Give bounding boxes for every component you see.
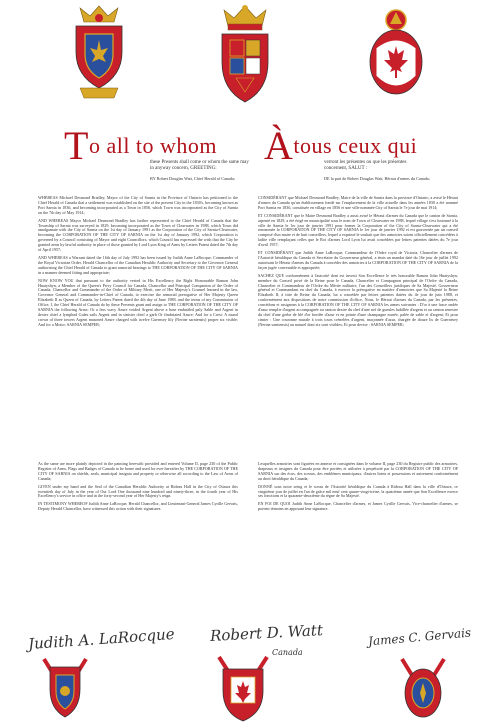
- english-paragraph: IN TESTIMONY WHEREOF Judith Anne LaRocque, Herald Chancellor, and Lieutenant-General James Cyrille Gervais, Deputy Herald Chancellor, have witnessed this action with their signatures.: [38, 501, 238, 512]
- intro-english-line: in anyway concern, GREETING:: [150, 166, 217, 171]
- heading-french-dropcap: À: [264, 123, 294, 168]
- royal-crown-arms-icon: [214, 2, 276, 106]
- french-paragraph: EN FOI DE QUOI Judith Anne LaRocque, Chancelier d'armes, et James Cyrille Gervais, Vice-chancelier d'armes, se portent témoins en apposant leur signature.: [258, 501, 458, 512]
- signature-left: Judith A. LaRocque: [27, 624, 176, 654]
- signature-center: Robert D. Watt: [209, 621, 324, 645]
- english-column: [38, 196, 238, 331]
- ribbon-seal-left-icon: [40, 655, 90, 721]
- french-paragraph: ET CONSIDÉRANT que Judith Anne LaRocque, Commandeur de l'Ordre royal de Victoria, Chancelier d'armes de l'Autorité héraldique du Canada et Secrétaire du Gouverneur général, a émis un mandat daté du 16e jour de juillet 1992 autorisant le Héraut d'armes du Canada à concéder des armoiries à la CORPORATION OF THE CITY OF SARNIA de la façon jugée convenable et appropriée;: [258, 250, 458, 270]
- french-paragraph: Lesquelles armoiries sont figurées en annexe et consignées dans le volume II, page 230 du Registre public des armoiries, drapeaux et insignes du Canada pour être portées et utilisées à perpétuité par la CORPORATION OF THE CITY OF SARNIA sur des écus, des sceaux, des emblèmes municipaux, d'autres biens et possessions et autrement conformément au droit héraldique du Canada;: [258, 461, 458, 481]
- french-paragraph: SACHEZ QUE conformément à l'autorité dont est investi Son Excellence le très honorable Ramon John Hnatyshyn, membre du Conseil privé de la Reine pour le Canada, Chancelier et Compagnon principal de l'Ordre du Canada, Chancelier et Commandeur de l'Ordre du Mérite militaire, l'un des Conseillers juridiques de Sa Majesté, Gouverneur général et Commandant en chef du Canada, à exercer la prérogative en matière d'armoiries que Sa Majesté la Reine Elizabeth II, à titre de Reine du Canada, lui a concédée par lettres patentes datées du 4e jour de juin 1988, et conformément aux dispositions de notre commission d'office, Nous, le Héraut d'armes du Canada, par les présentes, concédons et assignons à la CORPORATION OF THE CITY OF SARNIA les armes suivantes : D'or à une fasce ondée d'azur remplie d'argent accompagnée au canton dextre du chef d'une nef de gueules habillée d'argent et au canton senestre du chef d'une gerbe de blé d'or bordée d'azur et en pointe d'une champagne murée, palée de sable et d'argent; Et pour cimier : Une couronne murale à trois tours crénelées d'argent, maçonnée d'azur, chargée de douze lis de Guernesey (Nerine sarniensis) au naturel dont six sont visibles; Et pour devise : SARNIA SEMPER;: [258, 272, 458, 327]
- intro-english: [150, 160, 260, 172]
- french-column-closing: [258, 462, 458, 515]
- intro-french: [324, 160, 464, 172]
- french-column: [258, 196, 458, 331]
- intro-french-line: verront les présentes ou que les présentes: [324, 160, 407, 165]
- english-paragraph: AND WHEREAS Mayor Michael Desmond Bradley has further represented to the Chief Herald of Canada that the Township of Sarnia was surveyed in 1829, becoming incorporated as the Town of Clearwater in 1988, which Town did amalgamate with the City of Sarnia on the 1st day of January 1991 as the Corporation of the City of Sarnia-Clearwater, becoming the CORPORATION OF THE CITY OF SARNIA on the 1st day of January 1992, which Corporation is governed by a Council consisting of Mayor and eight Councillors, which Council has expressed the wish that the City be granted arms by lawful authority in place of those granted by Lord Lyon King of Arms by Letters Patent dated the 7th day of April 1957;: [38, 217, 238, 253]
- french-paragraph: ET CONSIDÉRANT que le Maire Desmond Bradley a aussi avisé le Héraut d'armes du Canada que le canton de Sarnia, arpenté en 1829, a été érigé en municipalité sous le nom de Town of Clearwater en 1988, lequel village s'est fusionné à la ville de Sarnia le 1er jour de janvier 1991 pour former la Corporation of the City of Sarnia-Clearwater qui a été renommée la CORPORATION OF THE CITY OF SARNIA le 1er jour de janvier 1992 et est gouvernée par un conseil composé d'un maire et de huit conseillers, lequel a exprimé le souhait que des armoiries soient officiellement concédées à ladite ville remplaçant celles que le Roi d'armes Lord Lyon lui avait concédées par lettres patentes datées du 7e jour d'avril 1957;: [258, 212, 458, 248]
- heraldic-authority-badge-icon: [70, 4, 128, 100]
- heading-english-dropcap: T: [64, 123, 89, 168]
- english-paragraph: As the same are more plainly depicted in the painting herewith provided and entered Volume II, page 230 of the Public Register of Arms, Flags and Badges of Canada to be borne and used for ever hereafter by THE CORPORATION OF THE CITY OF SARNIA on shields, seals, municipal insignia and property or otherwise all according to the Law of Arms of Canada;: [38, 461, 238, 481]
- signature-center-sub: Canada: [272, 648, 303, 657]
- english-column-closing: [38, 462, 238, 515]
- intro-french-line: concernent, SALUT :: [324, 166, 368, 171]
- heading-french-text: tous ceux qui: [293, 133, 418, 158]
- intro-english-line: these Presents shall come or whom the same may: [150, 160, 249, 165]
- byline-english: BY Robert Douglas Watt, Chief Herald of Canada;: [150, 176, 236, 181]
- signature-right: James C. Gervais: [367, 625, 472, 649]
- ribbon-seal-right-icon: [398, 655, 448, 721]
- heading-french: [264, 123, 418, 168]
- heading-english-text: o all to whom: [88, 133, 218, 158]
- english-paragraph: AND WHEREAS a Warrant dated the 16th day of July 1992 has been issued by Judith Anne LaRocque, Commander of the Royal Victorian Order, Herald Chancellor of the Canadian Heraldic Authority and Secretary to the Governor General authorizing the Chief Herald of Canada to grant armorial bearings to THE CORPORATION OF THE CITY OF SARNIA in a manner deemed fitting and appropriate;: [38, 254, 238, 275]
- french-paragraph: DONNÉ sous notre seing et le sceau de l'Autorité héraldique du Canada à Rideau Hall dans la ville d'Ottawa, ce vingtième jour de juillet en l'an de grâce mil neuf cent quatre-vingt-treize, la quatrième année que Son Excellence exerce ses fonctions et la quarante-deuxième du règne de Sa Majesté.: [258, 483, 458, 499]
- english-paragraph: WHEREAS Michael Desmond Bradley, Mayor of the City of Sarnia in the Province of Ontario has petitioned to the Chief Herald of Canada that a settlement was established on the site of the present City in the 1830's, becoming known as Port Sarnia in 1836, and becoming incorporated as a Town in 1856, which Town was incorporated as the City of Sarnia on the 7th day of May 1914;: [38, 195, 238, 215]
- french-paragraph: CONSIDÉRANT que Michael Desmond Bradley, Maire de la ville de Sarnia dans la province d'Ontario, a avisé le Héraut d'armes du Canada qu'un établissement fondé sur l'emplacement de la ville actuelle dans les années 1830 a été nommé Port Sarnia en 1836, constituée en village en 1856 et une ville nommée City of Sarnia le 7e jour de mai 1914;: [258, 195, 458, 210]
- byline-french: DE la part de Robert Douglas Watt, Héraut d'armes du Canada;: [324, 176, 430, 181]
- ribbon-seal-center-icon: [215, 655, 271, 723]
- canadian-flag-shield-icon: [366, 6, 426, 102]
- english-paragraph: GIVEN under my hand and the Seal of the Canadian Heraldic Authority at Rideau Hall in the City of Ottawa this twentieth day of July in the year of Our Lord One thousand nine hundred and ninety-three, in the fourth year of His Excellency's service in office and in the forty-second year of Her Majesty's reign.: [38, 483, 238, 499]
- heading-english: [64, 123, 218, 168]
- english-paragraph: NOW KNOW YOU that pursuant to the authority vested in His Excellency the Right Honourable Ramon John Hnatyshyn, a Member of the Queen's Privy Council for Canada, Chancellor and Principal Companion of the Order of Canada, Chancellor and Commander of the Order of Military Merit, one of Her Majesty's Counsel learned in the law, Governor General and Commander-in-Chief of Canada, to exercise the armorial prerogative of Her Majesty Queen Elizabeth II as Queen of Canada, by Letters Patent dated the 4th day of June 1988, and the terms of my Commission of Office, I, the Chief Herald of Canada do by these Presents grant and assign to THE CORPORATION OF THE CITY OF SARNIA the following Arms: Or a fess wavy Azure voided Argent above a base embattled paly Sable and Argent in dexter chief a lymphad Gules sails Argent and in sinister chief a garb Or fimbriated Azure; And for a Crest: A mural crown of three towers Argent masoned Azure charged with twelve Guernsey lily (Nerine sarniensis) proper six visible; And for a Motto: SARNIA SEMPER;: [38, 277, 238, 327]
